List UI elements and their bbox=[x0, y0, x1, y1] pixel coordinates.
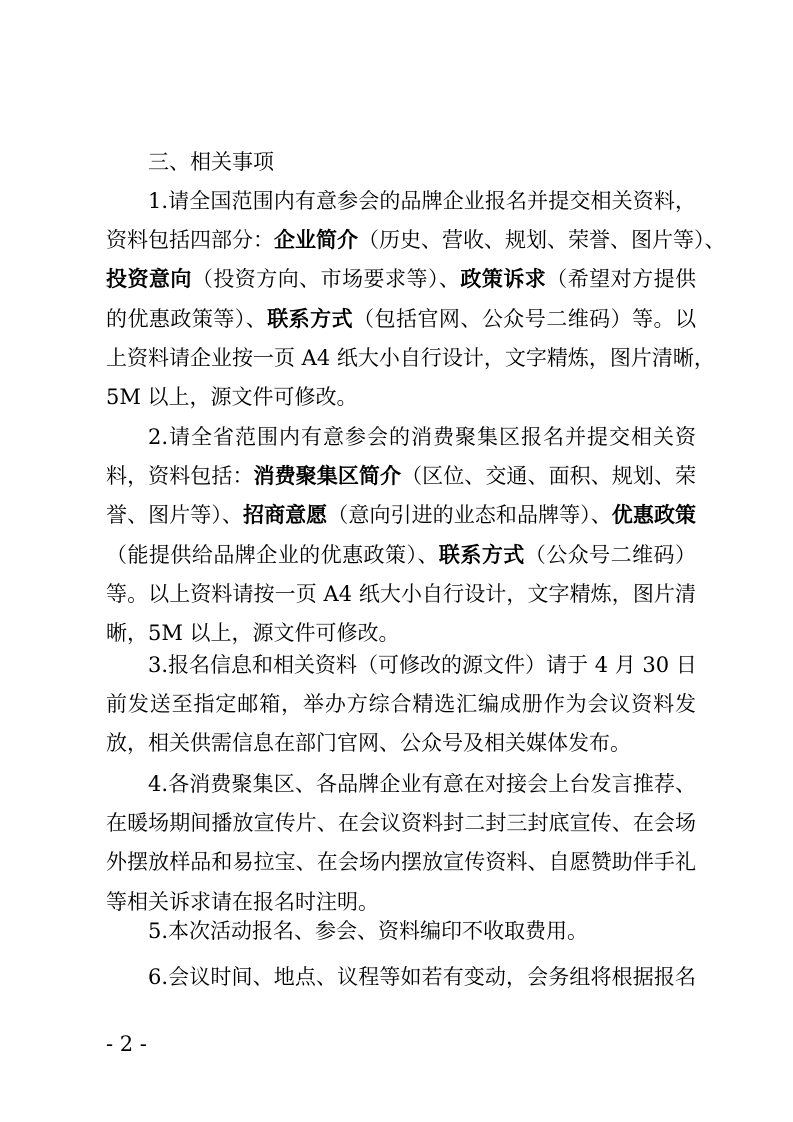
paragraph-4-line bbox=[106, 847, 696, 877]
text-run: 的优惠政策等）、 bbox=[106, 306, 268, 331]
text-run: 等。以上资料请按一页 A4 纸大小自行设计，文字精炼，图片清 bbox=[106, 581, 696, 606]
paragraph-4-line bbox=[148, 769, 696, 799]
paragraph-2-line bbox=[148, 422, 696, 452]
text-run: 资料包括四部分： bbox=[106, 228, 274, 253]
text-run: 6.会议时间、地点、议程等如若有变动，会务组将根据报名 bbox=[148, 965, 696, 989]
text-run: 上资料请企业按一页 A4 纸大小自行设计，文字精炼，图片清晰， bbox=[106, 345, 715, 370]
text-run: 1.请全国范围内有意参会的品牌企业报名并提交相关资料， bbox=[148, 189, 696, 213]
text-run: （投资方向、市场要求等）、 bbox=[191, 267, 461, 292]
text-run: 誉、图片等）、 bbox=[106, 503, 243, 528]
paragraph-4-line bbox=[106, 808, 696, 838]
text-run: 3.报名信息和相关资料（可修改的源文件）请于 4 月 30 日 bbox=[148, 653, 697, 677]
text-run: 5M 以上，源文件可修改。 bbox=[106, 385, 358, 409]
text-run: 2.请全省范围内有意参会的消费聚集区报名并提交相关资 bbox=[148, 425, 696, 449]
bold-term: 政策诉求 bbox=[460, 267, 547, 292]
paragraph-1-line bbox=[106, 225, 726, 255]
text-run: （历史、营收、规划、荣誉、图片等）、 bbox=[358, 228, 726, 253]
text-run: 等相关诉求请在报名时注明。 bbox=[106, 889, 379, 914]
paragraph-1-line bbox=[106, 343, 715, 373]
paragraph-1-line bbox=[148, 186, 696, 216]
text-run: 料，资料包括： bbox=[106, 464, 254, 489]
paragraph-1-line bbox=[106, 304, 696, 334]
paragraph-4-line bbox=[106, 887, 696, 917]
bold-term: 联系方式 bbox=[267, 306, 354, 331]
paragraph-3-line bbox=[148, 650, 696, 680]
paragraph-6-line bbox=[148, 962, 696, 992]
paragraph-2-line bbox=[106, 618, 696, 648]
text-run: （公众号二维码） bbox=[524, 542, 697, 567]
paragraph-5-line bbox=[148, 916, 696, 946]
text-run: （意向引进的业态和品牌等）、 bbox=[327, 503, 612, 528]
paragraph-2-line bbox=[106, 540, 696, 570]
bold-term: 投资意向 bbox=[106, 267, 192, 292]
paragraph-3-line bbox=[106, 728, 696, 758]
section-heading: 三、相关事项 bbox=[148, 150, 274, 174]
paragraph-3-line bbox=[106, 689, 696, 719]
paragraph-2-line bbox=[106, 579, 696, 609]
bold-term: 招商意愿 bbox=[243, 503, 328, 528]
text-run: 外摆放样品和易拉宝、在会场内摆放宣传资料、自愿赞助伴手礼 bbox=[106, 850, 696, 875]
paragraph-1-line bbox=[106, 382, 696, 412]
bold-term: 联系方式 bbox=[438, 542, 525, 567]
text-run: 5.本次活动报名、参会、资料编印不收取费用。 bbox=[148, 919, 589, 943]
paragraph-2-line bbox=[106, 500, 696, 530]
text-run: （区位、交通、面积、规划、荣 bbox=[401, 464, 697, 489]
bold-term: 优惠政策 bbox=[611, 503, 697, 528]
bold-term: 企业简介 bbox=[274, 228, 358, 253]
paragraph-2-line bbox=[106, 461, 696, 491]
text-run: 前发送至指定邮箱，举办方综合精选汇编成册作为会议资料发 bbox=[106, 692, 696, 717]
page-number: - 2 - bbox=[106, 1032, 147, 1056]
text-run: （包括官网、公众号二维码）等。以 bbox=[353, 306, 697, 331]
text-run: 4.各消费聚集区、各品牌企业有意在对接会上台发言推荐、 bbox=[148, 772, 696, 796]
text-run: 晰，5M 以上，源文件可修改。 bbox=[106, 621, 400, 645]
text-run: （能提供给品牌企业的优惠政策）、 bbox=[106, 542, 439, 567]
text-run: 在暖场期间播放宣传片、在会议资料封二封三封底宣传、在会场 bbox=[106, 811, 696, 836]
text-run: 放，相关供需信息在部门官网、公众号及相关媒体发布。 bbox=[106, 731, 631, 756]
text-run: （希望对方提供 bbox=[546, 267, 697, 292]
paragraph-1-line bbox=[106, 264, 696, 294]
bold-term: 消费聚集区简介 bbox=[253, 464, 402, 489]
